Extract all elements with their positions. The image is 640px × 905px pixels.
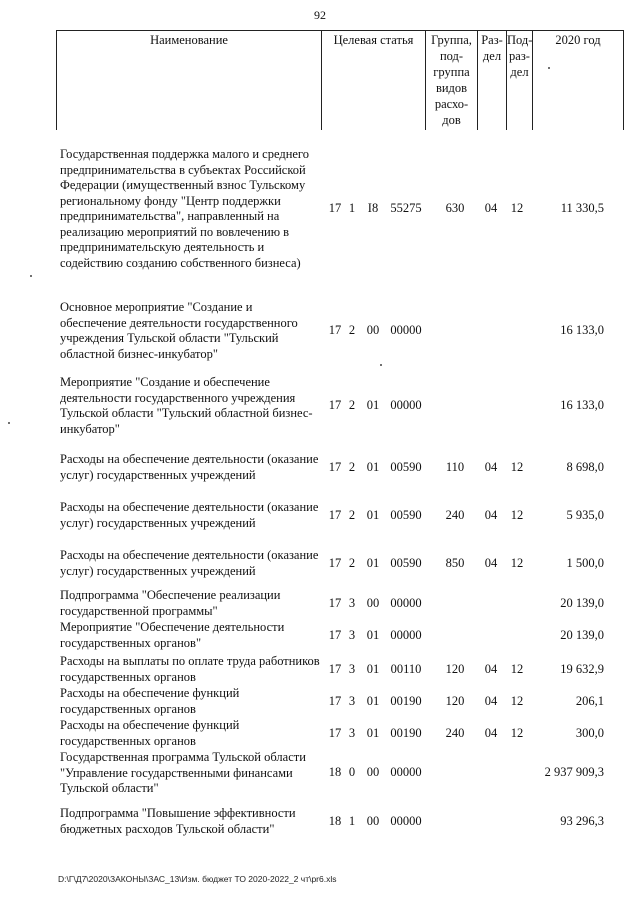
amount-2020: 93 296,3: [560, 814, 604, 828]
row-name: Основное мероприятие "Создание и обеспечение деятельности государственного учреждения Тульской области "Тульский областной бизнес-инкубатор": [60, 300, 298, 361]
target-part-3: 01: [366, 508, 380, 522]
target-part-3: 00: [366, 323, 380, 337]
section-code: 04: [484, 556, 498, 570]
row-name: Подпрограмма "Обеспечение реализации государственной программы": [60, 588, 281, 618]
amount-2020: 5 935,0: [566, 508, 604, 522]
amount-2020: 2 937 909,3: [544, 765, 604, 779]
scan-speck: [8, 422, 10, 424]
target-part-1: 18: [328, 814, 342, 828]
row-name: Расходы на обеспечение функций государственных органов: [60, 718, 240, 748]
target-part-2: 3: [348, 694, 356, 708]
subsection-code: 12: [510, 508, 524, 522]
target-part-2: 2: [348, 460, 356, 474]
target-part-1: 17: [328, 596, 342, 610]
header-year: 2020 год: [555, 33, 601, 47]
section-code: 04: [484, 662, 498, 676]
header-name: Наименование: [150, 33, 228, 47]
header-divider: [623, 30, 624, 130]
subsection-code: 12: [510, 694, 524, 708]
target-part-1: 17: [328, 628, 342, 642]
target-part-2: 3: [348, 726, 356, 740]
header-section: Раз- дел: [481, 33, 503, 63]
row-name: Мероприятие "Обеспечение деятельности государственных органов": [60, 620, 285, 650]
target-part-1: 17: [328, 694, 342, 708]
target-part-3: 01: [366, 460, 380, 474]
target-part-3: 00: [366, 765, 380, 779]
target-part-4: 00000: [390, 398, 422, 412]
header-target-article: Целевая статья: [333, 33, 414, 47]
target-part-1: 17: [328, 662, 342, 676]
target-part-2: 2: [348, 398, 356, 412]
target-part-2: 2: [348, 323, 356, 337]
target-part-2: 3: [348, 596, 356, 610]
section-code: 04: [484, 201, 498, 215]
target-part-3: 01: [366, 398, 380, 412]
group-code: 630: [445, 201, 465, 215]
target-part-4: 00110: [390, 662, 422, 676]
target-part-4: 00190: [390, 694, 422, 708]
scan-speck: [30, 275, 32, 277]
amount-2020: 20 139,0: [560, 628, 604, 642]
target-part-4: 00190: [390, 726, 422, 740]
target-part-2: 0: [348, 765, 356, 779]
table-header: [56, 30, 624, 130]
amount-2020: 8 698,0: [566, 460, 604, 474]
target-part-1: 17: [328, 508, 342, 522]
target-part-3: 01: [366, 694, 380, 708]
section-code: 04: [484, 694, 498, 708]
group-code: 120: [445, 662, 465, 676]
amount-2020: 16 133,0: [560, 323, 604, 337]
target-part-1: 18: [328, 765, 342, 779]
section-code: 04: [484, 508, 498, 522]
amount-2020: 300,0: [575, 726, 604, 740]
row-name: Государственная поддержка малого и среднего предпринимательства в субъектах Российской Федерации (имущественный взнос Тульскому региональному фонду "Центр поддержки предпринимательства", направленный на реализацию мероприятий по вовлечению в предпринимательскую деятельность и содействию созданию собственного бизнеса): [60, 147, 309, 270]
target-part-2: 3: [348, 628, 356, 642]
row-name: Расходы на обеспечение функций государственных органов: [60, 686, 240, 716]
target-part-3: 01: [366, 662, 380, 676]
row-name: Мероприятие "Создание и обеспечение деятельности государственного учреждения Тульской области "Тульский областной бизнес-инкубатор": [60, 375, 313, 436]
target-part-1: 17: [328, 323, 342, 337]
row-name: Расходы на выплаты по оплате труда работников государственных органов: [60, 654, 320, 684]
target-part-2: 3: [348, 662, 356, 676]
target-part-1: 17: [328, 201, 342, 215]
section-code: 04: [484, 726, 498, 740]
target-part-3: 00: [366, 596, 380, 610]
target-part-4: 00000: [390, 323, 422, 337]
amount-2020: 1 500,0: [566, 556, 604, 570]
amount-2020: 20 139,0: [560, 596, 604, 610]
amount-2020: 16 133,0: [560, 398, 604, 412]
target-part-2: 2: [348, 508, 356, 522]
amount-2020: 11 330,5: [560, 201, 604, 215]
scan-speck: [548, 67, 550, 69]
target-part-3: 01: [366, 726, 380, 740]
row-name: Расходы на обеспечение деятельности (оказание услуг) государственных учреждений: [60, 452, 319, 482]
subsection-code: 12: [510, 556, 524, 570]
target-part-4: 00000: [390, 596, 422, 610]
row-name: Расходы на обеспечение деятельности (оказание услуг) государственных учреждений: [60, 500, 319, 530]
target-part-4: 00000: [390, 628, 422, 642]
header-group: Группа, под- группа видов расхо- дов: [431, 33, 472, 127]
target-part-3: 01: [366, 556, 380, 570]
target-part-1: 17: [328, 726, 342, 740]
target-part-3: I8: [367, 201, 379, 215]
section-code: 04: [484, 460, 498, 474]
target-part-1: 17: [328, 398, 342, 412]
target-part-3: 01: [366, 628, 380, 642]
subsection-code: 12: [510, 726, 524, 740]
group-code: 240: [445, 508, 465, 522]
scan-speck: [380, 364, 382, 366]
subsection-code: 12: [510, 201, 524, 215]
file-path-footer: D:\Г\Д7\2020\ЗАКОНЫ\ЗАС_13\Изм. бюджет ТО 2020-2022_2 чт\pr6.xls: [58, 874, 337, 884]
page-number: 92: [314, 8, 326, 22]
target-part-1: 17: [328, 556, 342, 570]
target-part-2: 2: [348, 556, 356, 570]
header-subsection: Под- раз- дел: [507, 33, 533, 79]
row-name: Расходы на обеспечение деятельности (оказание услуг) государственных учреждений: [60, 548, 319, 578]
subsection-code: 12: [510, 460, 524, 474]
subsection-code: 12: [510, 662, 524, 676]
amount-2020: 206,1: [575, 694, 604, 708]
row-name: Подпрограмма "Повышение эффективности бюджетных расходов Тульской области": [60, 806, 296, 836]
target-part-1: 17: [328, 460, 342, 474]
target-part-4: 00000: [390, 814, 422, 828]
group-code: 120: [445, 694, 465, 708]
header-top-border: [56, 30, 624, 31]
target-part-3: 00: [366, 814, 380, 828]
target-part-4: 55275: [390, 201, 422, 215]
group-code: 850: [445, 556, 465, 570]
row-name: Государственная программа Тульской области "Управление государственными финансами Тульской области": [60, 750, 306, 795]
amount-2020: 19 632,9: [560, 662, 604, 676]
target-part-2: 1: [348, 814, 356, 828]
target-part-4: 00590: [390, 460, 422, 474]
target-part-4: 00590: [390, 556, 422, 570]
target-part-4: 00000: [390, 765, 422, 779]
target-part-2: 1: [348, 201, 356, 215]
group-code: 110: [445, 460, 465, 474]
target-part-4: 00590: [390, 508, 422, 522]
group-code: 240: [445, 726, 465, 740]
